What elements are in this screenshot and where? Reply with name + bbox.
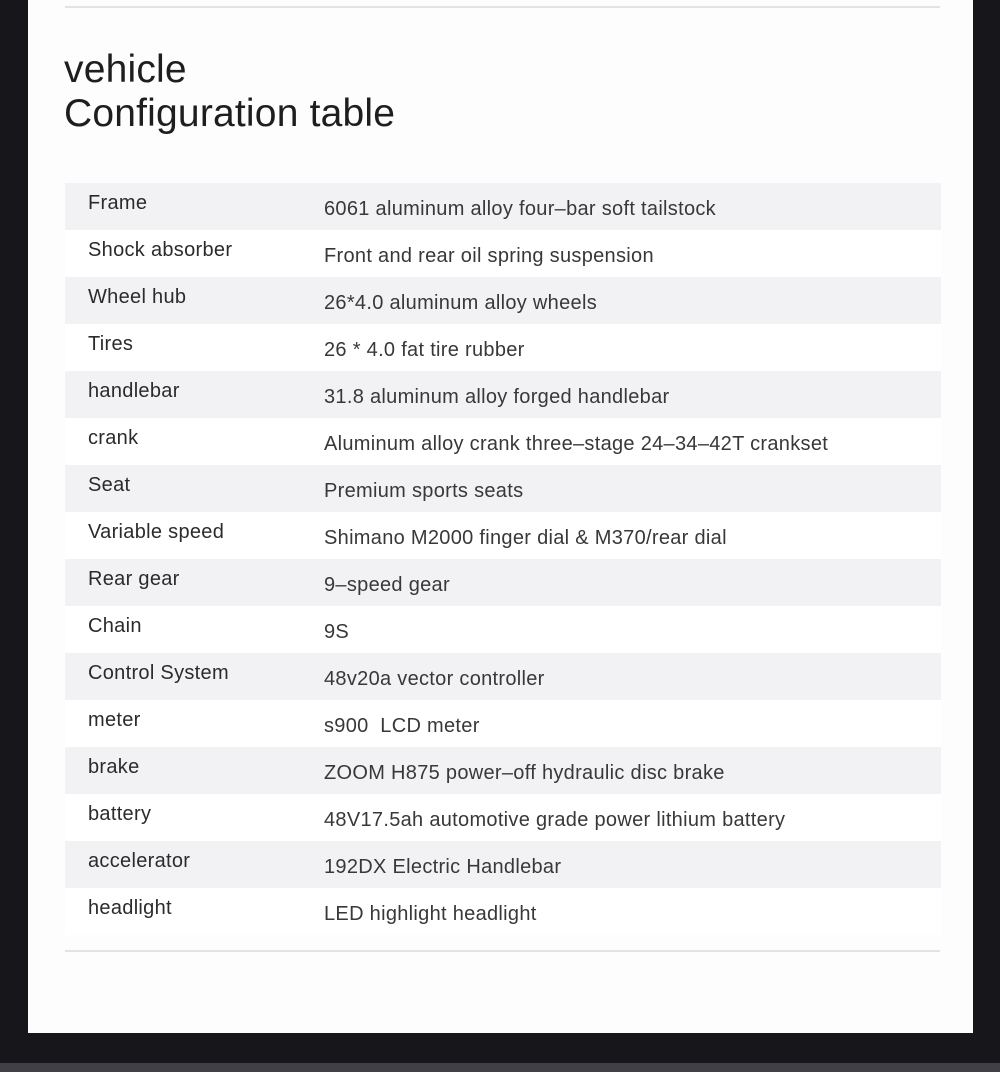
spec-value: 6061 aluminum alloy four–bar soft tailstock — [324, 198, 716, 220]
bottom-black-frame — [0, 1033, 1000, 1063]
table-row — [65, 841, 941, 888]
spec-value: ZOOM H875 power–off hydraulic disc brake — [324, 762, 725, 784]
table-row — [65, 371, 941, 418]
spec-label: headlight — [88, 897, 172, 919]
page-title-line2: Configuration table — [64, 92, 396, 135]
spec-label: Control System — [88, 662, 229, 684]
spec-value: 31.8 aluminum alloy forged handlebar — [324, 386, 670, 408]
spec-label: meter — [88, 709, 141, 731]
spec-label: handlebar — [88, 380, 180, 402]
table-row — [65, 324, 941, 371]
page-title-line1: vehicle — [64, 48, 187, 91]
spec-value: Shimano M2000 finger dial & M370/rear dial — [324, 527, 727, 549]
table-row — [65, 512, 941, 559]
spec-label: Wheel hub — [88, 286, 187, 308]
table-row — [65, 465, 941, 512]
spec-label: brake — [88, 756, 140, 778]
spec-value: s900 LCD meter — [324, 715, 480, 737]
spec-value: 26 * 4.0 fat tire rubber — [324, 339, 525, 361]
bottom-divider — [65, 950, 940, 952]
spec-value: 26*4.0 aluminum alloy wheels — [324, 292, 597, 314]
spec-value: 192DX Electric Handlebar — [324, 856, 562, 878]
spec-label: Shock absorber — [88, 239, 233, 261]
spec-label: Variable speed — [88, 521, 225, 543]
spec-value: Premium sports seats — [324, 480, 524, 502]
table-row — [65, 747, 941, 794]
table-row — [65, 277, 941, 324]
spec-label: Chain — [88, 615, 142, 637]
spec-label: Seat — [88, 474, 131, 496]
spec-label: Frame — [88, 192, 148, 214]
spec-value: LED highlight headlight — [324, 903, 537, 925]
spec-label: crank — [88, 427, 139, 449]
table-row — [65, 794, 941, 841]
table-row — [65, 653, 941, 700]
page-title — [64, 48, 395, 136]
bottom-gray-strip — [0, 1063, 1000, 1072]
left-black-frame — [0, 0, 28, 1033]
right-black-frame — [973, 0, 1000, 1033]
top-divider — [65, 6, 940, 8]
spec-label: Rear gear — [88, 568, 180, 590]
spec-value: 48V17.5ah automotive grade power lithium battery — [324, 809, 786, 831]
spec-value: 48v20a vector controller — [324, 668, 545, 690]
table-row — [65, 418, 941, 465]
spec-label: accelerator — [88, 850, 191, 872]
spec-value: 9–speed gear — [324, 574, 450, 596]
spec-value: Aluminum alloy crank three–stage 24–34–42T crankset — [324, 433, 829, 455]
spec-label: battery — [88, 803, 152, 825]
table-row — [65, 183, 941, 230]
spec-label: Tires — [88, 333, 134, 355]
table-row — [65, 700, 941, 747]
table-row — [65, 888, 941, 935]
spec-value: 9S — [324, 621, 350, 643]
table-row — [65, 230, 941, 277]
spec-value: Front and rear oil spring suspension — [324, 245, 654, 267]
spec-table — [65, 183, 941, 935]
table-row — [65, 606, 941, 653]
table-row — [65, 559, 941, 606]
